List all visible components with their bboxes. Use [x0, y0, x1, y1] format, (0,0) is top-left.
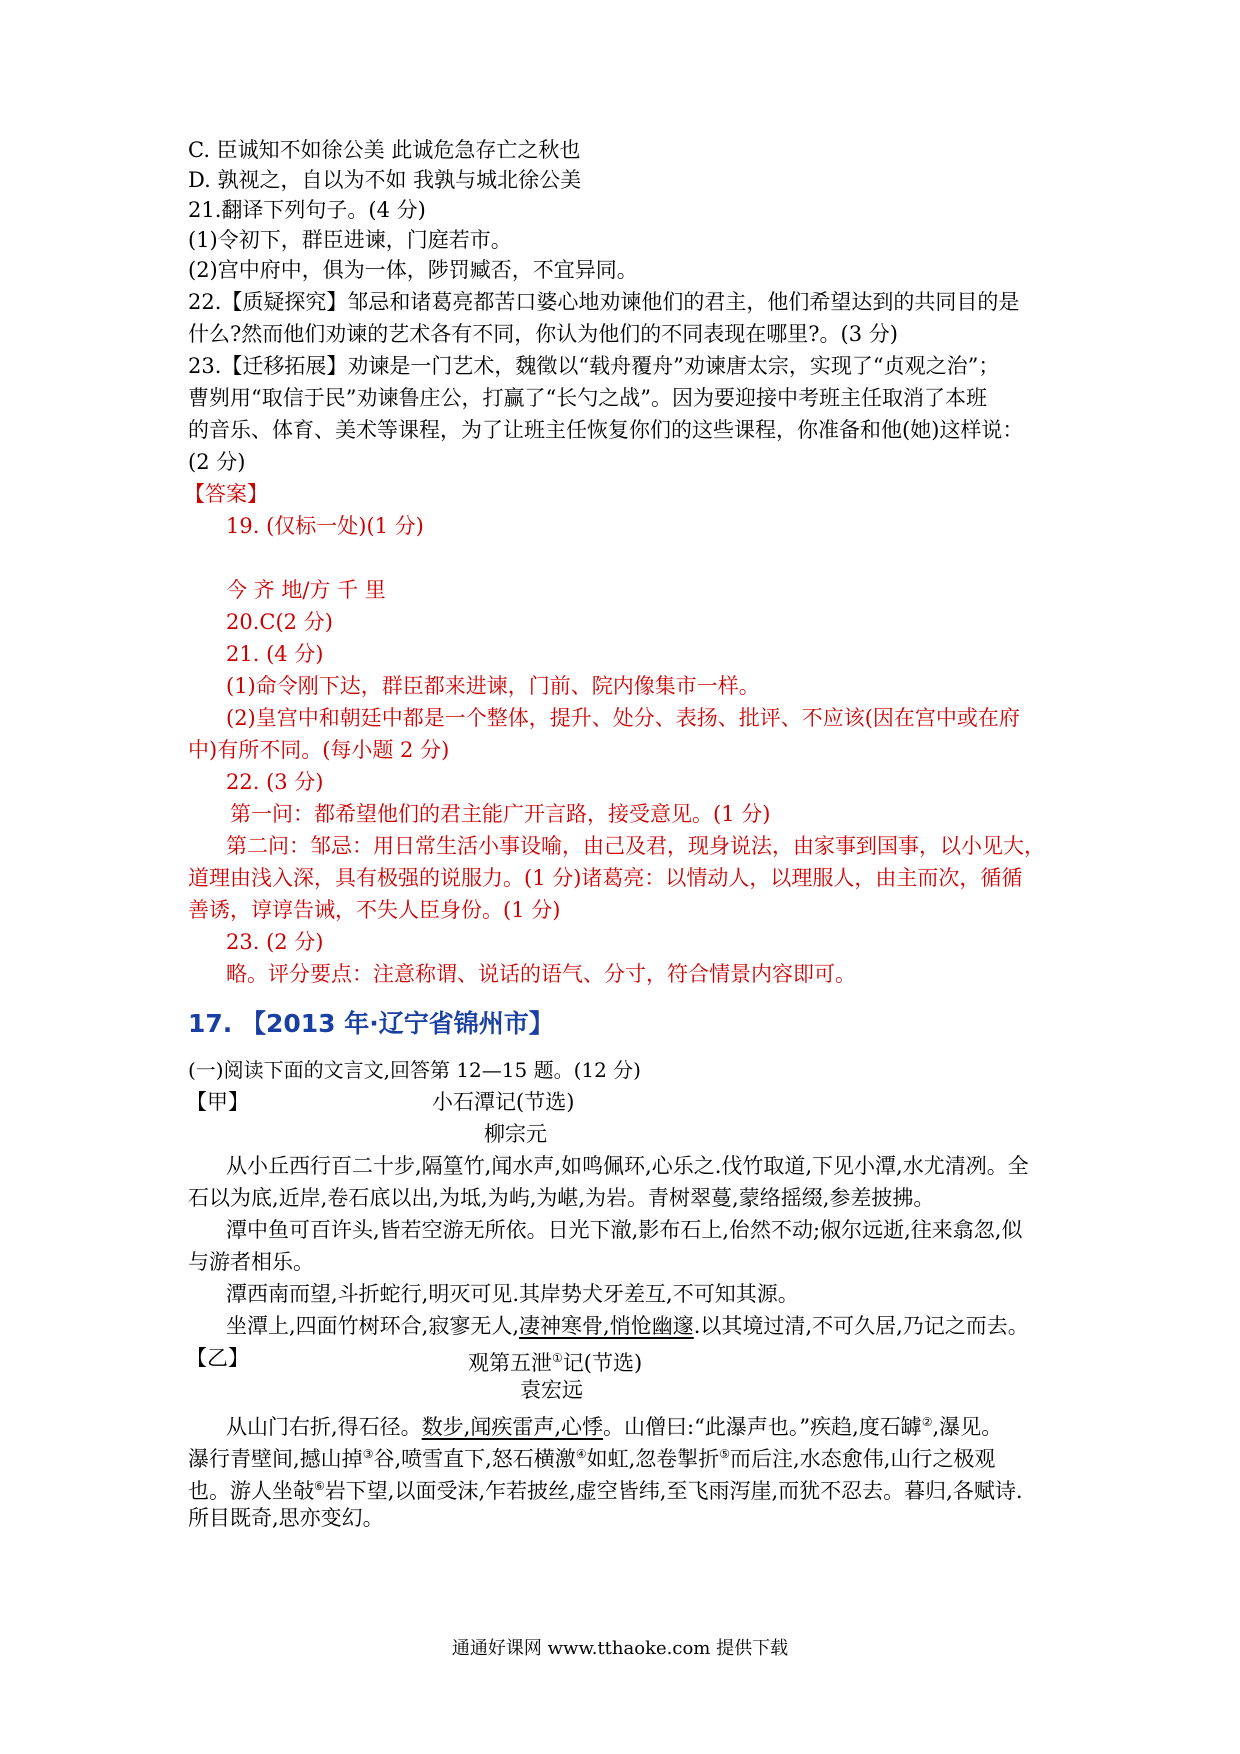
answer-heading: 【答案】	[184, 482, 268, 506]
answer-20: 20.C(2 分)	[226, 610, 333, 634]
answer-23: 23. (2 分)	[226, 930, 324, 954]
jia-title: 小石潭记(节选)	[432, 1090, 575, 1114]
answer-21: 21. (4 分)	[226, 642, 324, 666]
jia-paragraph-1-line1: 从小丘西行百二十步,隔篁竹,闻水声,如鸣佩环,心乐之.伐竹取道,下见小潭,水尤清冽。全	[226, 1154, 1029, 1178]
answer-19-text: 今 齐 地/方 千 里	[226, 578, 386, 602]
answer-19: 19. (仅标一处)(1 分)	[226, 514, 424, 538]
yi-paragraph-line4: 所目既奇,思亦变幻。	[188, 1506, 384, 1530]
yi-label: 【乙】	[186, 1346, 249, 1370]
yi-paragraph-line2: 瀑行青壁间,撼山掉③谷,喷雪直下,怒石横激④如虹,忽卷掣折⑤而后注,水态愈伟,山行之极观	[188, 1447, 996, 1471]
answer-22-2-line3: 善诱，谆谆告诫，不失人臣身份。(1 分)	[188, 898, 561, 922]
page-footer: 通通好课网 www.tthaoke.com 提供下载	[451, 1638, 789, 1659]
yi-author: 袁宏远	[520, 1378, 583, 1402]
question-23-line3: 的音乐、体育、美术等课程，为了让班主任恢复你们的这些课程，你准备和他(她)这样说：	[188, 418, 1024, 442]
jia-paragraph-4: 坐潭上,四面竹树环合,寂寥无人,凄神寒骨,悄怆幽邃.以其境过清,不可久居,乃记之而去。	[226, 1314, 1029, 1338]
underlined-phrase: 数步,闻疾雷声,心悸	[421, 1415, 604, 1439]
jia-paragraph-2-line1: 潭中鱼可百许头,皆若空游无所依。日光下澈,影布石上,佁然不动;俶尔远逝,往来翕忽,似	[226, 1218, 1023, 1242]
question-21: 21.翻译下列句子。(4 分)	[188, 198, 426, 222]
section-intro: (一)阅读下面的文言文,回答第 12—15 题。(12 分)	[188, 1058, 641, 1082]
question-23-line2: 曹刿用“取信于民”劝谏鲁庄公，打赢了“长勺之战”。因为要迎接中考班主任取消了本班	[188, 386, 987, 410]
jia-paragraph-1-line2: 石以为底,近岸,卷石底以出,为坻,为屿,为嵁,为岩。青树翠蔓,蒙络摇缀,参差披拂。	[188, 1186, 935, 1210]
jia-label: 【甲】	[186, 1090, 249, 1114]
jia-paragraph-2-line2: 与游者相乐。	[188, 1250, 314, 1274]
jia-paragraph-3: 潭西南而望,斗折蛇行,明灭可见.其岸势犬牙差互,不可知其源。	[226, 1282, 799, 1306]
question-23-line1: 23.【迁移拓展】劝谏是一门艺术，魏徵以“载舟覆舟”劝谏唐太宗，实现了“贞观之治”；	[188, 354, 1000, 378]
yi-title: 观第五泄①记(节选)	[468, 1351, 643, 1375]
answer-22-1: 第一问：都希望他们的君主能广开言路，接受意见。(1 分)	[230, 802, 771, 826]
question-21-2: (2)宫中府中，俱为一体，陟罚臧否，不宜异同。	[188, 258, 638, 282]
question-22-line2: 什么?然而他们劝谏的艺术各有不同，你认为他们的不同表现在哪里?。(3 分)	[188, 322, 898, 346]
question-21-1: (1)令初下，群臣进谏，门庭若市。	[188, 228, 512, 252]
underlined-phrase: 凄神寒骨,悄怆幽邃	[519, 1314, 694, 1338]
question-23-line4: (2 分)	[188, 450, 246, 474]
answer-21-2-line1: (2)皇宫中和朝廷中都是一个整体，提升、处分、表扬、批评、不应该(因在宫中或在府	[226, 706, 1020, 730]
option-d: D. 孰视之，自以为不如 我孰与城北徐公美	[188, 168, 582, 192]
answer-23-1: 略。评分要点：注意称谓、说话的语气、分寸，符合情景内容即可。	[226, 962, 856, 986]
answer-22-2-line1: 第二问：邹忌：用日常生活小事设喻，由己及君，现身说法，由家事到国事，以小见大，	[226, 834, 1045, 858]
yi-paragraph-line3: 也。游人坐敧⑥岩下望,以面受沫,乍若披丝,虚空皆纬,至飞雨泻崖,而犹不忍去。暮归,各赋诗.	[188, 1479, 1023, 1503]
yi-paragraph-line1: 从山门右折,得石径。数步,闻疾雷声,心悸。山僧曰:“此瀑声也。”疾趋,度石罅②,瀑见。	[226, 1415, 1003, 1439]
answer-22-2-line2: 道理由浅入深，具有极强的说服力。(1 分)诸葛亮：以情动人，以理服人，由主而次，循循	[188, 866, 1023, 890]
answer-21-2-line2: 中)有所不同。(每小题 2 分)	[188, 738, 450, 762]
option-c: C. 臣诚知不如徐公美 此诚危急存亡之秋也	[188, 138, 581, 162]
jia-author: 柳宗元	[484, 1122, 547, 1146]
section-title: 17. 【2013 年·辽宁省锦州市】	[188, 1009, 554, 1038]
answer-22: 22. (3 分)	[226, 770, 324, 794]
question-22-line1: 22.【质疑探究】邹忌和诸葛亮都苦口婆心地劝谏他们的君主，他们希望达到的共同目的是	[188, 290, 1020, 314]
answer-21-1: (1)命令刚下达，群臣都来进谏，门前、院内像集市一样。	[226, 674, 760, 698]
